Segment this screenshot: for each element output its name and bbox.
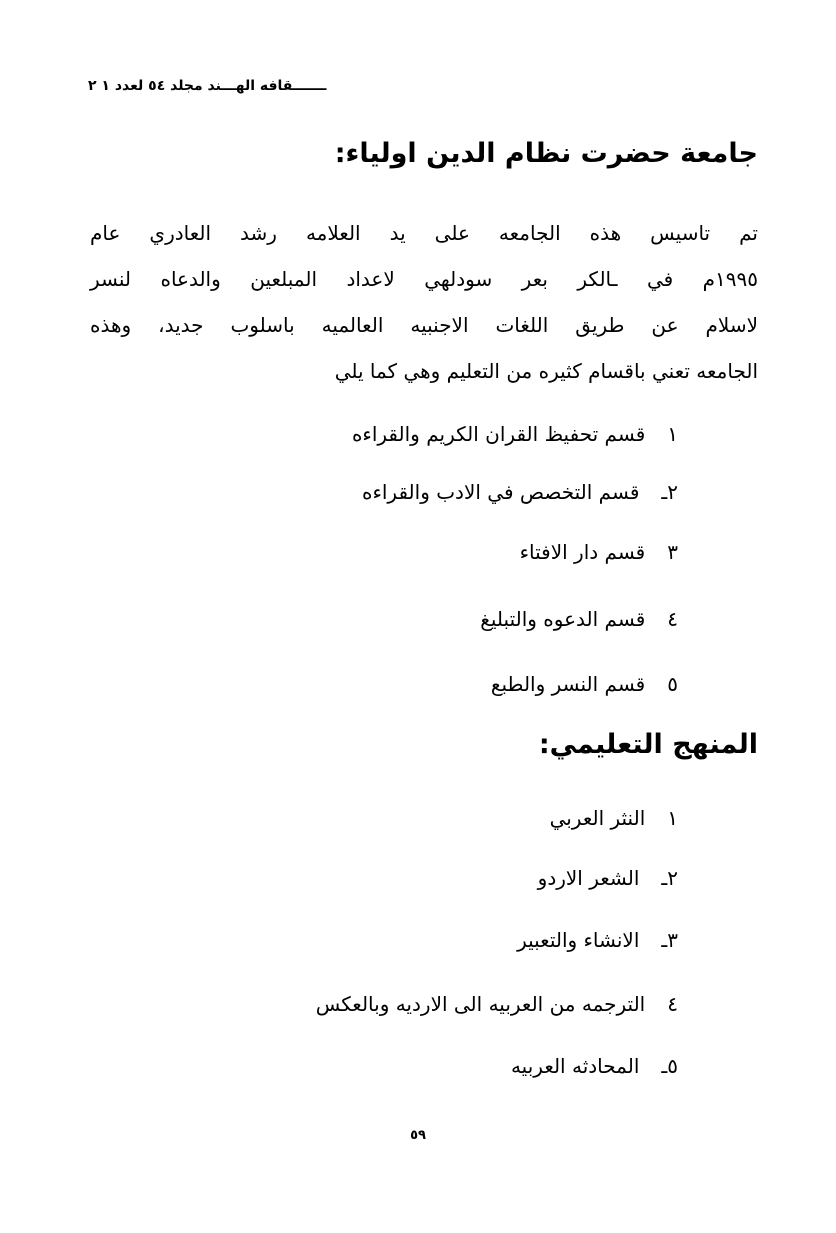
list-number: ٣ـ	[661, 928, 678, 952]
curriculum-list-item	[511, 1054, 678, 1078]
running-header: ـــــــقافه الهـــند مجلد ٥٤ لعدد ١ ٢	[88, 78, 327, 94]
list-number: ٣	[667, 540, 678, 564]
list-text: قسم التخصص في الادب والقراءه	[361, 480, 640, 504]
list-text: قسم الدعوه والتبليغ	[480, 607, 646, 631]
list-number: ٤	[667, 607, 678, 631]
list-number: ٤	[667, 992, 678, 1016]
paragraph-line: تم تاسيس هذه الجامعه على يد العلامه رشد العادري عام	[90, 221, 758, 245]
curriculum-list-item	[538, 866, 678, 890]
list-text: قسم النسر والطبع	[490, 672, 646, 696]
list-text: النثر العربي	[549, 806, 646, 830]
list-number: ١	[667, 422, 678, 446]
department-list-item	[491, 672, 678, 696]
curriculum-list-item	[517, 928, 678, 952]
list-number: ٢ـ	[661, 480, 678, 504]
list-number: ٥	[667, 672, 678, 696]
paragraph-line: لاسلام عن طريق اللغات الاجنبيه العالميه باسلوب جديد، وهذه	[90, 313, 758, 337]
list-text: الانشاء والتعبير	[517, 928, 640, 952]
department-list-item	[480, 607, 678, 631]
section-heading-university: جامعة حضرت نظام الدين اولياء:	[334, 138, 758, 169]
department-list-item	[352, 422, 678, 446]
section-heading-curriculum: المنهج التعليمي:	[538, 729, 758, 760]
curriculum-list-item	[550, 806, 678, 830]
list-text: قسم تحفيظ القران الكريم والقراءه	[351, 422, 646, 446]
list-text: المحادثه العربيه	[510, 1054, 640, 1078]
list-text: قسم دار الافتاء	[519, 540, 646, 564]
list-number: ٥ـ	[661, 1054, 678, 1078]
intro-paragraph	[90, 210, 758, 394]
list-number: ١	[667, 806, 678, 830]
list-text: الشعر الاردو	[537, 866, 640, 890]
curriculum-list-item	[316, 992, 678, 1016]
paragraph-line: ١٩٩٥م في ـالكر بعر سودلهي لاعداد المبلعين والدعاه لنسر	[90, 267, 758, 291]
list-text: الترجمه من العربيه الى الارديه وبالعكس	[315, 992, 646, 1016]
page-number: ٥٩	[410, 1128, 426, 1143]
paragraph-line: الجامعه تعني باقسام كثيره من التعليم وهي كما يلي	[334, 359, 758, 383]
list-number: ٢ـ	[661, 866, 678, 890]
department-list-item	[520, 540, 678, 564]
department-list-item	[362, 480, 678, 504]
